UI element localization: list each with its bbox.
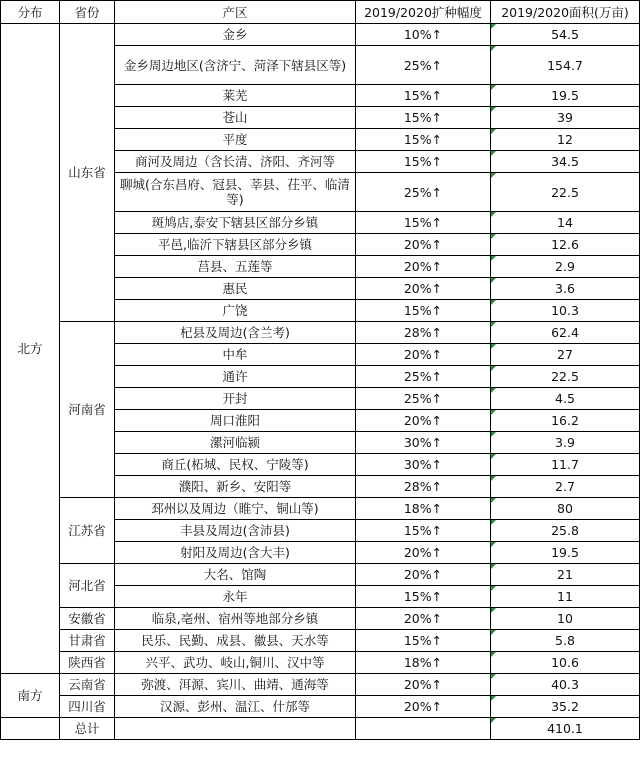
area-cell: 22.5 <box>491 173 640 212</box>
region-cell: 通许 <box>115 366 356 388</box>
region-cell: 斑鸠店,泰安下辖县区部分乡镇 <box>115 212 356 234</box>
expansion-cell: 20%↑ <box>356 674 491 696</box>
expansion-cell: 20%↑ <box>356 278 491 300</box>
region-cell: 广饶 <box>115 300 356 322</box>
expansion-cell: 25%↑ <box>356 173 491 212</box>
region-cell: 民乐、民勤、成县、徽县、天水等 <box>115 630 356 652</box>
area-cell: 11 <box>491 586 640 608</box>
expansion-cell: 15%↑ <box>356 85 491 107</box>
expansion-cell: 25%↑ <box>356 46 491 85</box>
area-cell: 5.8 <box>491 630 640 652</box>
expansion-cell: 15%↑ <box>356 300 491 322</box>
table-row <box>1 322 640 344</box>
distribution-south: 南方 <box>1 674 60 718</box>
area-cell: 19.5 <box>491 542 640 564</box>
header-province: 省份 <box>60 1 115 24</box>
expansion-cell: 20%↑ <box>356 256 491 278</box>
table-row <box>1 608 640 630</box>
expansion-cell: 20%↑ <box>356 696 491 718</box>
total-empty-cell <box>356 718 491 740</box>
expansion-cell: 15%↑ <box>356 630 491 652</box>
region-cell: 弥渡、洱源、宾川、曲靖、通海等 <box>115 674 356 696</box>
area-cell: 54.5 <box>491 24 640 46</box>
expansion-cell: 28%↑ <box>356 476 491 498</box>
area-cell: 10.3 <box>491 300 640 322</box>
region-cell: 莒县、五莲等 <box>115 256 356 278</box>
area-cell: 2.7 <box>491 476 640 498</box>
expansion-cell: 30%↑ <box>356 454 491 476</box>
province-sichuan: 四川省 <box>60 696 115 718</box>
expansion-cell: 15%↑ <box>356 520 491 542</box>
area-cell: 39 <box>491 107 640 129</box>
area-cell: 34.5 <box>491 151 640 173</box>
area-cell: 10 <box>491 608 640 630</box>
area-cell: 21 <box>491 564 640 586</box>
province-anhui: 安徽省 <box>60 608 115 630</box>
table-row <box>1 24 640 46</box>
region-cell: 兴平、武功、岐山,铜川、汉中等 <box>115 652 356 674</box>
expansion-cell: 18%↑ <box>356 652 491 674</box>
area-cell: 35.2 <box>491 696 640 718</box>
expansion-cell: 18%↑ <box>356 498 491 520</box>
region-cell: 开封 <box>115 388 356 410</box>
province-shaanxi: 陕西省 <box>60 652 115 674</box>
expansion-cell: 15%↑ <box>356 586 491 608</box>
province-hebei: 河北省 <box>60 564 115 608</box>
total-area: 410.1 <box>491 718 640 740</box>
expansion-cell: 15%↑ <box>356 107 491 129</box>
region-cell: 濮阳、新乡、安阳等 <box>115 476 356 498</box>
region-cell: 大名、馆陶 <box>115 564 356 586</box>
province-shandong: 山东省 <box>60 24 115 322</box>
area-cell: 25.8 <box>491 520 640 542</box>
header-region: 产区 <box>115 1 356 24</box>
region-cell: 平度 <box>115 129 356 151</box>
region-cell: 金乡 <box>115 24 356 46</box>
area-cell: 16.2 <box>491 410 640 432</box>
region-cell: 商河及周边（含长清、济阳、齐河等 <box>115 151 356 173</box>
table-row <box>1 674 640 696</box>
province-jiangsu: 江苏省 <box>60 498 115 564</box>
expansion-cell: 20%↑ <box>356 344 491 366</box>
header-area: 2019/2020面积(万亩) <box>491 1 640 24</box>
table-row <box>1 652 640 674</box>
area-cell: 11.7 <box>491 454 640 476</box>
region-cell: 射阳及周边(含大丰) <box>115 542 356 564</box>
region-cell: 惠民 <box>115 278 356 300</box>
total-empty-cell <box>1 718 60 740</box>
area-cell: 4.5 <box>491 388 640 410</box>
expansion-cell: 15%↑ <box>356 129 491 151</box>
region-cell: 聊城(合东昌府、冠县、莘县、茌平、临清等) <box>115 173 356 212</box>
expansion-cell: 30%↑ <box>356 432 491 454</box>
expansion-cell: 20%↑ <box>356 234 491 256</box>
header-distribution: 分布 <box>1 1 60 24</box>
province-gansu: 甘肃省 <box>60 630 115 652</box>
expansion-cell: 15%↑ <box>356 212 491 234</box>
total-label: 总计 <box>60 718 115 740</box>
expansion-cell: 20%↑ <box>356 542 491 564</box>
area-cell: 3.6 <box>491 278 640 300</box>
area-cell: 19.5 <box>491 85 640 107</box>
region-cell: 永年 <box>115 586 356 608</box>
area-cell: 12.6 <box>491 234 640 256</box>
region-cell: 平邑,临沂下辖县区部分乡镇 <box>115 234 356 256</box>
area-cell: 22.5 <box>491 366 640 388</box>
region-cell: 莱芜 <box>115 85 356 107</box>
region-cell: 丰县及周边(含沛县) <box>115 520 356 542</box>
table-row <box>1 564 640 586</box>
area-cell: 40.3 <box>491 674 640 696</box>
area-cell: 62.4 <box>491 322 640 344</box>
area-cell: 2.9 <box>491 256 640 278</box>
total-row <box>1 718 640 740</box>
expansion-cell: 20%↑ <box>356 564 491 586</box>
expansion-cell: 15%↑ <box>356 151 491 173</box>
expansion-cell: 25%↑ <box>356 388 491 410</box>
area-cell: 154.7 <box>491 46 640 85</box>
table-row <box>1 630 640 652</box>
expansion-cell: 20%↑ <box>356 608 491 630</box>
distribution-north: 北方 <box>1 24 60 674</box>
expansion-cell: 20%↑ <box>356 410 491 432</box>
region-cell: 汉源、彭州、温江、什邡等 <box>115 696 356 718</box>
province-yunnan: 云南省 <box>60 674 115 696</box>
area-cell: 3.9 <box>491 432 640 454</box>
region-cell: 邳州以及周边（睢宁、铜山等) <box>115 498 356 520</box>
region-cell: 周口淮阳 <box>115 410 356 432</box>
total-empty-cell <box>115 718 356 740</box>
expansion-cell: 28%↑ <box>356 322 491 344</box>
region-cell: 金乡周边地区(含济宁、菏泽下辖县区等) <box>115 46 356 85</box>
region-cell: 苍山 <box>115 107 356 129</box>
province-henan: 河南省 <box>60 322 115 498</box>
header-row <box>1 1 640 24</box>
expansion-cell: 10%↑ <box>356 24 491 46</box>
expansion-cell: 25%↑ <box>356 366 491 388</box>
area-cell: 14 <box>491 212 640 234</box>
table-row <box>1 696 640 718</box>
area-cell: 80 <box>491 498 640 520</box>
table-row <box>1 498 640 520</box>
region-cell: 杞县及周边(含兰考) <box>115 322 356 344</box>
area-cell: 27 <box>491 344 640 366</box>
region-cell: 中牟 <box>115 344 356 366</box>
region-cell: 临泉,亳州、宿州等地部分乡镇 <box>115 608 356 630</box>
area-cell: 10.6 <box>491 652 640 674</box>
region-cell: 商丘(柘城、民权、宁陵等) <box>115 454 356 476</box>
area-cell: 12 <box>491 129 640 151</box>
header-expansion: 2019/2020扩种幅度 <box>356 1 491 24</box>
region-cell: 漯河临颍 <box>115 432 356 454</box>
